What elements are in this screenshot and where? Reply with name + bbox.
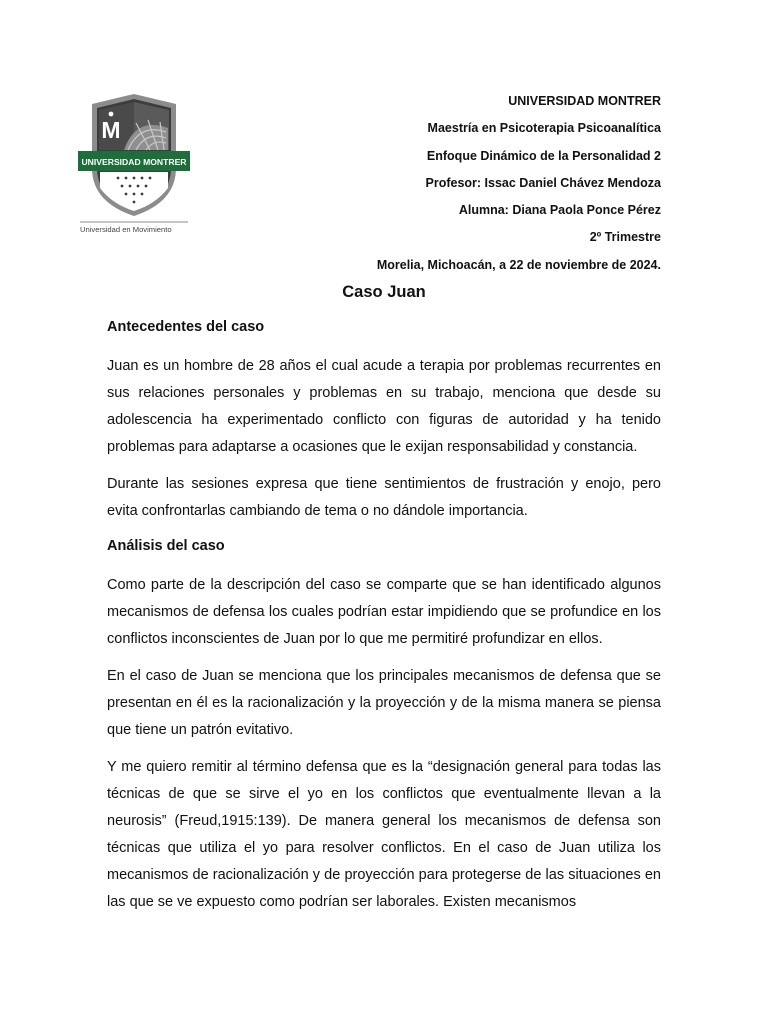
university-name: UNIVERSIDAD MONTRER xyxy=(508,94,661,108)
term: 2º Trimestre xyxy=(589,230,661,245)
paragraph: En el caso de Juan se menciona que los principales mecanismos de defensa que se presentan en él es la racionalización y la proyección y de la misma manera se piensa que tiene un patrón evitativo. xyxy=(107,668,661,738)
student-name: Alumna: Diana Paola Ponce Pérez xyxy=(458,203,661,218)
university-logo xyxy=(74,90,194,235)
shield-crest-icon xyxy=(74,90,194,235)
document-header xyxy=(377,88,661,279)
paragraph: Como parte de la descripción del caso se comparte que se han identificado algunos mecanismos de defensa los cuales podrían estar impidiendo que se profundice en los conflictos inconscientes de Juan por lo que me permitiré profundizar en ellos. xyxy=(107,577,661,647)
logo-letter: M xyxy=(101,117,121,143)
paragraph: Y me quiero remitir al término defensa que es la “designación general para todas las técnicas de que se sirve el yo en los conflictos que eventualmente llevan a la neurosis” (Freud,1915:139). De manera general los mecanismos de defensa son técnicas que utiliza el yo para resolver conflictos. En el caso de Juan utiliza los mecanismos de racionalización y de proyección para protegerse de las situaciones en las que se ve expuesto como podrían ser laborales. Existen mecanismos xyxy=(107,759,661,910)
place-date: Morelia, Michoacán, a 22 de noviembre de 2024. xyxy=(376,257,661,272)
course-name: Enfoque Dinámico de la Personalidad 2 xyxy=(426,148,661,163)
paragraph: Juan es un hombre de 28 años el cual acude a terapia por problemas recurrentes en sus relaciones personales y problemas en su trabajo, menciona que desde su adolescencia ha experimentado conflicto con figuras de autoridad y ha tenido problemas para adaptarse a ocasiones que le exijan responsabilidad y constancia. xyxy=(107,358,661,455)
section-heading-antecedentes: Antecedentes del caso xyxy=(107,319,265,335)
document-body xyxy=(107,316,661,926)
logo-tagline: Universidad en Movimiento xyxy=(80,225,172,234)
document-title: Caso Juan xyxy=(342,283,426,301)
paragraph: Durante las sesiones expresa que tiene sentimientos de frustración y enojo, pero evita confrontarlas cambiando de tema o no dándole importancia. xyxy=(107,476,661,519)
professor-name: Profesor: Issac Daniel Chávez Mendoza xyxy=(425,175,661,190)
program-name: Maestría en Psicoterapia Psicoanalítica xyxy=(427,121,661,136)
logo-banner-text: UNIVERSIDAD MONTRER xyxy=(81,157,187,167)
section-heading-analisis: Análisis del caso xyxy=(107,538,225,554)
